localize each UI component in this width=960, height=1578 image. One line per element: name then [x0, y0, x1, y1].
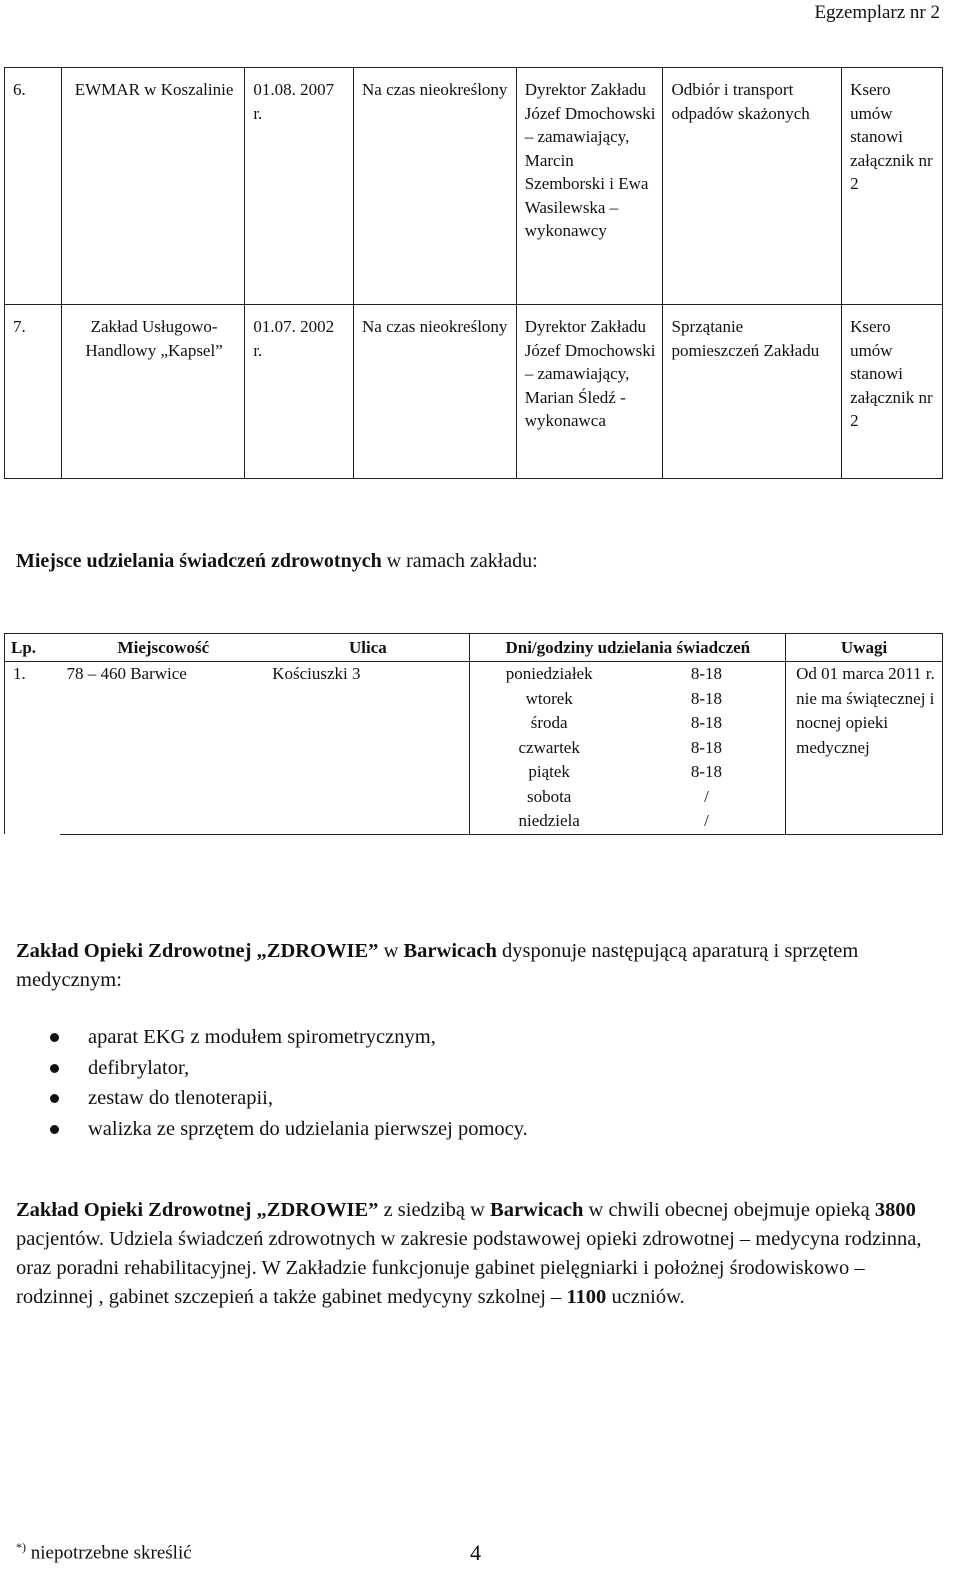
- patients-paragraph: [16, 1196, 936, 1312]
- list-item: [36, 1022, 528, 1053]
- contract-firm: EWMAR w Koszalinie: [61, 68, 244, 305]
- facility-name: Zakład Opieki Zdrowotnej „ZDROWIE”: [16, 940, 379, 962]
- list-item-text: zestaw do tlenoterapii,: [88, 1087, 274, 1109]
- paragraph-text: uczniów.: [606, 1286, 685, 1308]
- bullet-icon: [50, 1064, 59, 1073]
- contract-nr: 7.: [5, 305, 62, 479]
- bullet-icon: [50, 1094, 59, 1103]
- table-header-row: [5, 634, 943, 662]
- footnote-text: niepotrzebne skreślić: [26, 1542, 192, 1564]
- page-number: 4: [470, 1540, 481, 1565]
- header-lp: Lp.: [5, 634, 61, 662]
- footnote: [16, 1540, 192, 1564]
- contract-firm: Zakład Usługowo-Handlowy „Kapsel”: [61, 305, 244, 479]
- intro-text: dysponuje następującą aparaturą i sprzętem medycznym:: [16, 940, 859, 991]
- patient-count: 3800: [874, 1199, 916, 1221]
- paragraph-text: z siedzibą w: [378, 1199, 491, 1221]
- town-name: Barwicach: [490, 1199, 584, 1221]
- equipment-list: [36, 1022, 528, 1144]
- equipment-intro: [16, 937, 936, 995]
- schedule-day: wtorek: [525, 688, 573, 708]
- bullet-icon: [50, 1033, 59, 1042]
- contract-note: Ksero umów stanowi załącznik nr 2: [842, 305, 943, 479]
- header-notes: Uwagi: [786, 634, 943, 662]
- contract-note: Ksero umów stanowi załącznik nr 2: [842, 68, 943, 305]
- list-item-text: aparat EKG z modułem spirometrycznym,: [88, 1026, 436, 1048]
- schedule-lp: 1.: [5, 662, 61, 835]
- contract-term: Na czas nieokreślony: [354, 305, 517, 479]
- schedule-hours: /: [628, 785, 786, 810]
- footnote-mark: *): [16, 1540, 26, 1554]
- contract-subject: Odbiór i transport odpadów skażonych: [663, 68, 842, 305]
- schedule-day: sobota: [526, 786, 572, 806]
- copy-number: Egzemplarz nr 2: [814, 2, 940, 23]
- list-item: [36, 1083, 528, 1114]
- schedule-place: 78 – 460 Barwice: [60, 662, 266, 835]
- schedule-table: [4, 633, 943, 835]
- section-title: [16, 550, 538, 573]
- header-place: Miejscowość: [60, 634, 266, 662]
- schedule-day: poniedziałek: [505, 664, 593, 683]
- list-item: [36, 1053, 528, 1084]
- table-row: [5, 68, 943, 305]
- bullet-icon: [50, 1125, 59, 1134]
- schedule-note: Od 01 marca 2011 r. nie ma świątecznej i nocnej opieki medycznej: [786, 662, 943, 835]
- section-title-bold: Miejsce udzielania świadczeń zdrowotnych: [16, 550, 382, 572]
- contract-nr: 6.: [5, 68, 62, 305]
- table-row: [5, 662, 943, 687]
- schedule-day: czwartek: [518, 737, 580, 757]
- schedule-day: środa: [530, 713, 568, 732]
- schedule-hours: 8-18: [628, 662, 786, 687]
- contracts-table: [4, 67, 943, 479]
- intro-text: w: [378, 940, 404, 962]
- header-street: Ulica: [266, 634, 470, 662]
- paragraph-text: pacjentów. Udziela świadczeń zdrowotnych w zakresie podstawowej opieki zdrowotnej – medycyna rodzinna, oraz poradni rehabilitacyjnej. W Zakładzie funkcjonuje gabinet pielęgniarki i położnej środowiskowo – rodzinnej , gabinet szczepień a także gabinet medycyny szkolnej –: [16, 1228, 922, 1308]
- schedule-street: Kościuszki 3: [266, 662, 470, 835]
- section-title-rest: w ramach zakładu:: [381, 550, 538, 572]
- schedule-hours: 8-18: [628, 760, 786, 785]
- schedule-hours: 8-18: [628, 687, 786, 712]
- contract-subject: Sprzątanie pomieszczeń Zakładu: [663, 305, 842, 479]
- town-name: Barwicach: [403, 940, 497, 962]
- contract-date: 01.07. 2002 r.: [245, 305, 354, 479]
- contract-term: Na czas nieokreślony: [354, 68, 517, 305]
- schedule-day: piątek: [528, 762, 570, 781]
- paragraph-text: w chwili obecnej obejmuje opieką: [583, 1199, 875, 1221]
- facility-name: Zakład Opieki Zdrowotnej „ZDROWIE”: [16, 1199, 379, 1221]
- table-row: [5, 305, 943, 479]
- contract-date: 01.08. 2007 r.: [245, 68, 354, 305]
- schedule-hours: 8-18: [628, 736, 786, 761]
- list-item-text: defibrylator,: [88, 1056, 190, 1079]
- header-days: Dni/godziny udzielania świadczeń: [470, 634, 786, 662]
- student-count: 1100: [566, 1286, 607, 1308]
- schedule-hours: /: [628, 809, 786, 834]
- contract-signatories: Dyrektor Zakładu Józef Dmochowski – zamawiający, Marian Śledź - wykonawca: [516, 305, 663, 479]
- schedule-hours: 8-18: [628, 711, 786, 736]
- list-item: [36, 1114, 528, 1145]
- schedule-day: niedziela: [470, 809, 628, 834]
- contract-signatories: Dyrektor Zakładu Józef Dmochowski – zamawiający, Marcin Szemborski i Ewa Wasilewska – wykonawcy: [516, 68, 663, 305]
- list-item-text: walizka ze sprzętem do udzielania pierwszej pomocy.: [88, 1117, 528, 1140]
